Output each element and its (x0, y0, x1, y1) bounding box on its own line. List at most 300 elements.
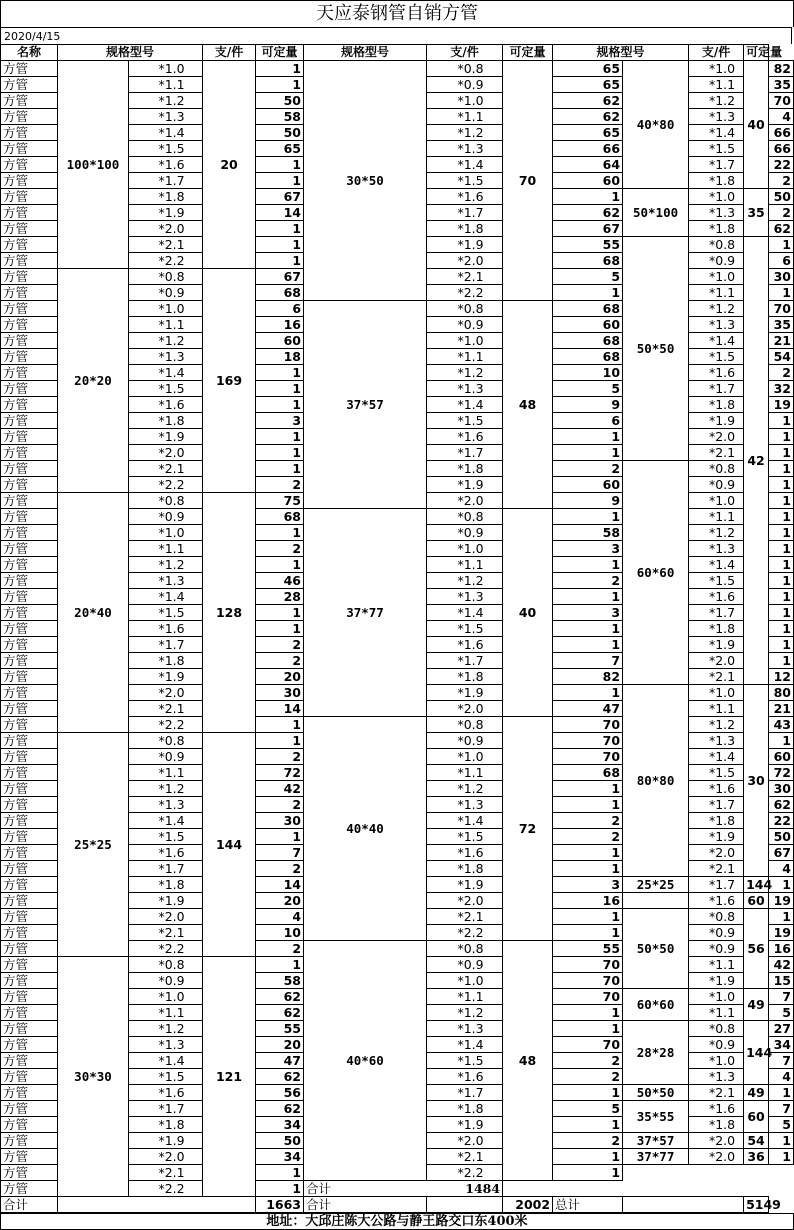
quantity-cell: 1 (553, 685, 623, 701)
product-name-cell: 方管 (1, 685, 58, 701)
pieces-per-bundle-cell: 48 (503, 301, 553, 509)
quantity-cell: 62 (256, 1069, 304, 1085)
quantity-cell: 1 (553, 1005, 623, 1021)
spec-cell: *2.0 (689, 1149, 744, 1165)
quantity-cell: 72 (256, 765, 304, 781)
spec-cell: *0.9 (427, 77, 503, 93)
spec-cell: *0.8 (689, 1021, 744, 1037)
product-name-cell: 方管 (1, 125, 58, 141)
spec-cell: *1.4 (129, 125, 203, 141)
spec-cell: *1.1 (129, 77, 203, 93)
product-name-cell: 方管 (1, 365, 58, 381)
size-cell (623, 893, 689, 909)
spec-cell: *1.2 (427, 125, 503, 141)
pieces-per-bundle-cell: 70 (503, 61, 553, 301)
quantity-cell: 1 (256, 525, 304, 541)
spec-cell: *1.3 (689, 205, 744, 221)
quantity-cell: 5 (553, 381, 623, 397)
pieces-per-bundle-cell: 54 (744, 1133, 769, 1149)
spec-cell: *1.3 (689, 733, 744, 749)
sheet-title: 天应泰钢管自销方管 (0, 0, 794, 27)
product-name-cell: 方管 (1, 1085, 58, 1101)
spec-cell: *1.3 (427, 1021, 503, 1037)
product-name-cell: 方管 (1, 461, 58, 477)
spec-cell: *1.1 (129, 541, 203, 557)
product-name-cell: 方管 (1, 333, 58, 349)
quantity-cell: 1 (553, 909, 623, 925)
spec-cell: *0.9 (689, 941, 744, 957)
spec-cell: *0.9 (689, 1037, 744, 1053)
quantity-cell: 5 (769, 1117, 794, 1133)
quantity-cell: 7 (769, 1053, 794, 1069)
total-value: 1663 (256, 1197, 304, 1213)
spec-cell: *1.5 (427, 413, 503, 429)
quantity-cell: 6 (769, 253, 794, 269)
spec-cell: *1.1 (689, 1005, 744, 1021)
product-name-cell: 方管 (1, 653, 58, 669)
spec-cell: *2.1 (427, 269, 503, 285)
spec-cell: *1.0 (427, 333, 503, 349)
spec-cell: *1.8 (427, 461, 503, 477)
quantity-cell: 2 (553, 829, 623, 845)
quantity-cell: 2 (553, 813, 623, 829)
spec-cell: *1.7 (689, 877, 744, 893)
product-name-cell: 方管 (1, 733, 58, 749)
column-header: 可定量 (503, 45, 553, 61)
quantity-cell: 66 (769, 141, 794, 157)
quantity-cell: 1 (769, 605, 794, 621)
product-name-cell: 方管 (1, 525, 58, 541)
quantity-cell: 70 (553, 749, 623, 765)
spec-cell: *1.3 (427, 141, 503, 157)
size-cell: 40*40 (304, 717, 427, 941)
quantity-cell: 1 (769, 877, 794, 893)
quantity-cell: 2 (256, 541, 304, 557)
quantity-cell: 70 (553, 989, 623, 1005)
column-header: 支/件 (689, 45, 744, 61)
spec-cell: *1.0 (129, 61, 203, 77)
quantity-cell: 65 (553, 61, 623, 77)
quantity-cell: 50 (256, 93, 304, 109)
total-spacer (427, 1197, 503, 1213)
spec-cell: *0.8 (427, 61, 503, 77)
pieces-per-bundle-cell: 60 (744, 893, 769, 909)
quantity-cell: 30 (769, 269, 794, 285)
size-cell: 20*40 (58, 493, 129, 733)
spec-cell: *1.6 (129, 397, 203, 413)
spec-cell: *1.5 (689, 573, 744, 589)
spec-cell: *1.8 (689, 1117, 744, 1133)
quantity-cell: 1 (256, 733, 304, 749)
pieces-per-bundle-cell: 40 (744, 61, 769, 189)
spec-cell: *1.7 (129, 861, 203, 877)
quantity-cell: 2 (256, 637, 304, 653)
quantity-cell: 1 (553, 861, 623, 877)
product-name-cell: 方管 (1, 813, 58, 829)
quantity-cell: 47 (553, 701, 623, 717)
quantity-cell: 2 (256, 477, 304, 493)
quantity-cell: 34 (256, 1117, 304, 1133)
spec-cell: *2.1 (129, 701, 203, 717)
spec-cell: *1.5 (427, 1053, 503, 1069)
spec-cell: *1.0 (129, 989, 203, 1005)
product-name-cell: 方管 (1, 397, 58, 413)
spec-cell: *0.8 (427, 509, 503, 525)
spec-cell: *1.1 (129, 765, 203, 781)
quantity-cell: 1 (256, 157, 304, 173)
spec-cell: *0.9 (427, 957, 503, 973)
spec-cell: *0.9 (427, 317, 503, 333)
quantity-cell: 72 (769, 765, 794, 781)
total-label: 总计 (553, 1197, 623, 1213)
quantity-cell: 1 (256, 221, 304, 237)
quantity-cell: 64 (553, 157, 623, 173)
quantity-cell: 47 (256, 1053, 304, 1069)
product-name-cell: 方管 (1, 1181, 58, 1197)
spec-cell: *0.8 (689, 461, 744, 477)
product-name-cell: 方管 (1, 141, 58, 157)
pieces-per-bundle-cell: 42 (744, 237, 769, 685)
spec-cell: *0.9 (129, 285, 203, 301)
column-header: 可定量 (744, 45, 769, 61)
quantity-cell: 1 (256, 717, 304, 733)
spec-cell: *0.9 (689, 477, 744, 493)
size-cell: 25*25 (58, 733, 129, 957)
quantity-cell: 1 (256, 621, 304, 637)
quantity-cell: 19 (769, 925, 794, 941)
spec-cell: *0.9 (129, 509, 203, 525)
quantity-cell: 70 (553, 973, 623, 989)
spec-cell: *2.0 (427, 701, 503, 717)
quantity-cell: 20 (256, 1037, 304, 1053)
spec-cell: *1.6 (689, 781, 744, 797)
quantity-cell: 2 (769, 173, 794, 189)
spec-cell: *1.3 (427, 589, 503, 605)
quantity-cell: 75 (256, 493, 304, 509)
quantity-cell: 1 (769, 493, 794, 509)
spec-cell: *1.6 (689, 589, 744, 605)
quantity-cell: 1 (769, 541, 794, 557)
product-name-cell: 方管 (1, 93, 58, 109)
size-cell: 50*100 (623, 189, 689, 237)
quantity-cell: 1 (769, 733, 794, 749)
quantity-cell: 58 (256, 109, 304, 125)
product-name-cell: 方管 (1, 701, 58, 717)
spec-cell: *1.4 (689, 749, 744, 765)
quantity-cell: 1 (553, 845, 623, 861)
spec-cell: *2.0 (129, 685, 203, 701)
spec-cell: *1.8 (689, 621, 744, 637)
quantity-cell: 1 (256, 61, 304, 77)
spec-cell: *1.8 (427, 1101, 503, 1117)
quantity-cell: 60 (769, 749, 794, 765)
product-name-cell: 方管 (1, 173, 58, 189)
spec-cell: *1.0 (689, 189, 744, 205)
quantity-cell: 6 (553, 413, 623, 429)
spec-cell: *0.8 (129, 493, 203, 509)
product-name-cell: 方管 (1, 237, 58, 253)
pieces-per-bundle-cell: 121 (203, 957, 256, 1197)
total-value: 5149 (744, 1197, 769, 1213)
quantity-cell: 1 (769, 1149, 794, 1165)
product-name-cell: 方管 (1, 189, 58, 205)
inventory-table (0, 44, 794, 1213)
size-cell: 50*50 (623, 237, 689, 461)
spec-cell: *1.2 (427, 365, 503, 381)
spec-cell: *1.9 (129, 1133, 203, 1149)
pieces-per-bundle-cell: 49 (744, 989, 769, 1021)
spec-cell: *2.0 (129, 909, 203, 925)
pieces-per-bundle-cell: 72 (503, 717, 553, 941)
spec-cell: *0.8 (427, 717, 503, 733)
quantity-cell: 55 (256, 1021, 304, 1037)
product-name-cell: 方管 (1, 349, 58, 365)
spec-cell: *1.4 (129, 1053, 203, 1069)
pieces-per-bundle-cell: 144 (744, 877, 769, 893)
quantity-cell: 1 (769, 429, 794, 445)
quantity-cell: 7 (256, 845, 304, 861)
quantity-cell: 62 (256, 1101, 304, 1117)
spec-cell: *1.7 (689, 157, 744, 173)
size-cell: 100*100 (58, 61, 129, 269)
spec-cell: *1.9 (689, 637, 744, 653)
totals-row (1, 1197, 794, 1213)
quantity-cell: 3 (256, 413, 304, 429)
spec-cell: *2.1 (689, 1085, 744, 1101)
quantity-cell: 2 (256, 653, 304, 669)
spec-cell: *1.7 (689, 797, 744, 813)
pieces-per-bundle-cell: 60 (744, 1101, 769, 1133)
sheet-date: 2020/4/15 (0, 27, 792, 44)
spec-cell: *1.6 (427, 429, 503, 445)
spec-cell: *0.9 (689, 925, 744, 941)
spec-cell: *1.1 (427, 557, 503, 573)
spec-cell: *1.1 (129, 1005, 203, 1021)
quantity-cell: 1 (553, 621, 623, 637)
quantity-cell: 70 (769, 93, 794, 109)
product-name-cell: 方管 (1, 605, 58, 621)
quantity-cell: 62 (256, 1005, 304, 1021)
spec-cell: *0.9 (427, 525, 503, 541)
quantity-cell: 1 (769, 573, 794, 589)
quantity-cell: 70 (553, 733, 623, 749)
spec-cell: *1.5 (427, 621, 503, 637)
spec-cell: *2.2 (129, 253, 203, 269)
spec-cell: *1.6 (427, 189, 503, 205)
quantity-cell: 50 (769, 189, 794, 205)
product-name-cell: 方管 (1, 221, 58, 237)
spec-cell: *2.1 (129, 237, 203, 253)
subtotal-value: 1484 (465, 1181, 501, 1196)
product-name-cell: 方管 (1, 749, 58, 765)
quantity-cell: 1 (256, 557, 304, 573)
quantity-cell: 1 (769, 413, 794, 429)
spec-cell: *1.2 (129, 93, 203, 109)
pieces-per-bundle-cell: 36 (744, 1149, 769, 1165)
spec-cell: *1.4 (427, 157, 503, 173)
quantity-cell: 22 (769, 157, 794, 173)
product-name-cell: 方管 (1, 61, 58, 77)
quantity-cell: 27 (769, 1021, 794, 1037)
spec-cell: *1.8 (689, 397, 744, 413)
quantity-cell: 3 (553, 605, 623, 621)
quantity-cell: 1 (256, 381, 304, 397)
spec-cell: *1.3 (689, 1069, 744, 1085)
spec-cell: *1.5 (129, 381, 203, 397)
quantity-cell: 58 (553, 525, 623, 541)
spec-cell: *1.8 (129, 189, 203, 205)
quantity-cell: 28 (256, 589, 304, 605)
spec-cell: *1.2 (689, 525, 744, 541)
product-name-cell: 方管 (1, 157, 58, 173)
quantity-cell: 2 (769, 365, 794, 381)
quantity-cell: 65 (553, 125, 623, 141)
spec-cell: *1.5 (129, 605, 203, 621)
quantity-cell: 3 (553, 877, 623, 893)
quantity-cell: 5 (553, 1101, 623, 1117)
spec-cell: *1.2 (129, 781, 203, 797)
quantity-cell: 1 (553, 1165, 623, 1181)
product-name-cell: 方管 (1, 381, 58, 397)
spec-cell: *1.1 (129, 317, 203, 333)
spec-cell: *1.3 (427, 381, 503, 397)
total-spacer (623, 1197, 744, 1213)
product-name-cell: 方管 (1, 973, 58, 989)
spec-cell: *1.4 (427, 1037, 503, 1053)
quantity-cell: 65 (553, 77, 623, 93)
spec-cell: *1.4 (427, 605, 503, 621)
spec-cell: *1.5 (129, 829, 203, 845)
quantity-cell: 1 (256, 957, 304, 973)
spec-cell: *1.9 (427, 477, 503, 493)
spec-cell: *1.3 (689, 109, 744, 125)
spec-cell: *2.1 (689, 445, 744, 461)
spec-cell: *1.4 (689, 333, 744, 349)
spec-cell: *1.0 (427, 541, 503, 557)
spec-cell: *1.2 (129, 1021, 203, 1037)
spec-cell: *1.6 (689, 893, 744, 909)
quantity-cell: 14 (256, 877, 304, 893)
quantity-cell: 80 (769, 685, 794, 701)
quantity-cell: 60 (553, 317, 623, 333)
quantity-cell: 42 (256, 781, 304, 797)
quantity-cell: 65 (256, 141, 304, 157)
product-name-cell: 方管 (1, 429, 58, 445)
quantity-cell: 67 (256, 269, 304, 285)
spec-cell: *2.1 (129, 461, 203, 477)
quantity-cell: 20 (256, 669, 304, 685)
quantity-cell: 68 (553, 301, 623, 317)
column-header: 规格型号 (58, 45, 203, 61)
spec-cell: *2.0 (427, 1133, 503, 1149)
quantity-cell: 1 (256, 445, 304, 461)
spec-cell: *1.8 (129, 877, 203, 893)
spec-cell: *1.6 (129, 157, 203, 173)
spec-cell: *1.4 (129, 365, 203, 381)
quantity-cell: 1 (769, 589, 794, 605)
pieces-per-bundle-cell: 56 (744, 909, 769, 989)
product-name-cell: 方管 (1, 893, 58, 909)
quantity-cell: 55 (553, 941, 623, 957)
total-label: 合计 (1, 1197, 58, 1213)
product-name-cell: 方管 (1, 589, 58, 605)
spec-cell: *1.6 (427, 637, 503, 653)
quantity-cell: 68 (256, 285, 304, 301)
spec-cell: *1.6 (129, 1085, 203, 1101)
spec-cell: *1.5 (689, 765, 744, 781)
quantity-cell: 1 (553, 637, 623, 653)
quantity-cell: 2 (256, 861, 304, 877)
spec-cell: *1.9 (129, 205, 203, 221)
spec-cell: *1.1 (689, 509, 744, 525)
product-name-cell: 方管 (1, 861, 58, 877)
quantity-cell: 2 (553, 1133, 623, 1149)
quantity-cell: 1 (769, 653, 794, 669)
quantity-cell: 58 (256, 973, 304, 989)
inventory-body (1, 45, 794, 1213)
spec-cell: *1.5 (689, 141, 744, 157)
product-name-cell: 方管 (1, 1165, 58, 1181)
quantity-cell: 42 (769, 957, 794, 973)
spec-cell: *2.0 (689, 429, 744, 445)
quantity-cell: 2 (553, 573, 623, 589)
spec-cell: *2.0 (689, 1133, 744, 1149)
spec-cell: *2.1 (129, 925, 203, 941)
spec-cell: *1.7 (427, 653, 503, 669)
spec-cell: *1.8 (427, 669, 503, 685)
pieces-per-bundle-cell: 40 (503, 509, 553, 717)
spec-cell: *1.1 (689, 77, 744, 93)
product-name-cell: 方管 (1, 1133, 58, 1149)
quantity-cell: 16 (553, 893, 623, 909)
size-cell: 20*20 (58, 269, 129, 493)
quantity-cell: 1 (769, 445, 794, 461)
spec-cell: *1.5 (427, 829, 503, 845)
size-cell: 28*28 (623, 1021, 689, 1085)
quantity-cell: 1 (256, 461, 304, 477)
product-name-cell: 方管 (1, 317, 58, 333)
quantity-cell: 1 (769, 237, 794, 253)
quantity-cell: 14 (256, 205, 304, 221)
product-name-cell: 方管 (1, 1005, 58, 1021)
size-cell: 50*50 (623, 1085, 689, 1101)
quantity-cell: 30 (256, 685, 304, 701)
pieces-per-bundle-cell: 128 (203, 493, 256, 733)
product-name-cell: 方管 (1, 829, 58, 845)
spec-cell: *1.9 (129, 669, 203, 685)
spec-cell: *1.2 (689, 93, 744, 109)
quantity-cell: 5 (769, 1005, 794, 1021)
spec-cell: *2.1 (427, 909, 503, 925)
quantity-cell: 60 (256, 333, 304, 349)
table-row (1, 61, 794, 77)
quantity-cell: 4 (769, 1069, 794, 1085)
quantity-cell: 22 (769, 813, 794, 829)
spec-cell: *1.8 (689, 813, 744, 829)
quantity-cell: 1 (769, 285, 794, 301)
product-name-cell: 方管 (1, 253, 58, 269)
spec-cell: *2.2 (427, 925, 503, 941)
spec-cell: *1.1 (427, 349, 503, 365)
column-header: 规格型号 (553, 45, 689, 61)
size-cell: 40*80 (623, 61, 689, 189)
quantity-cell: 1 (553, 781, 623, 797)
spec-cell: *1.9 (427, 237, 503, 253)
quantity-cell: 1 (769, 525, 794, 541)
spec-cell: *1.7 (129, 1101, 203, 1117)
quantity-cell: 10 (553, 365, 623, 381)
spec-cell: *1.0 (129, 301, 203, 317)
